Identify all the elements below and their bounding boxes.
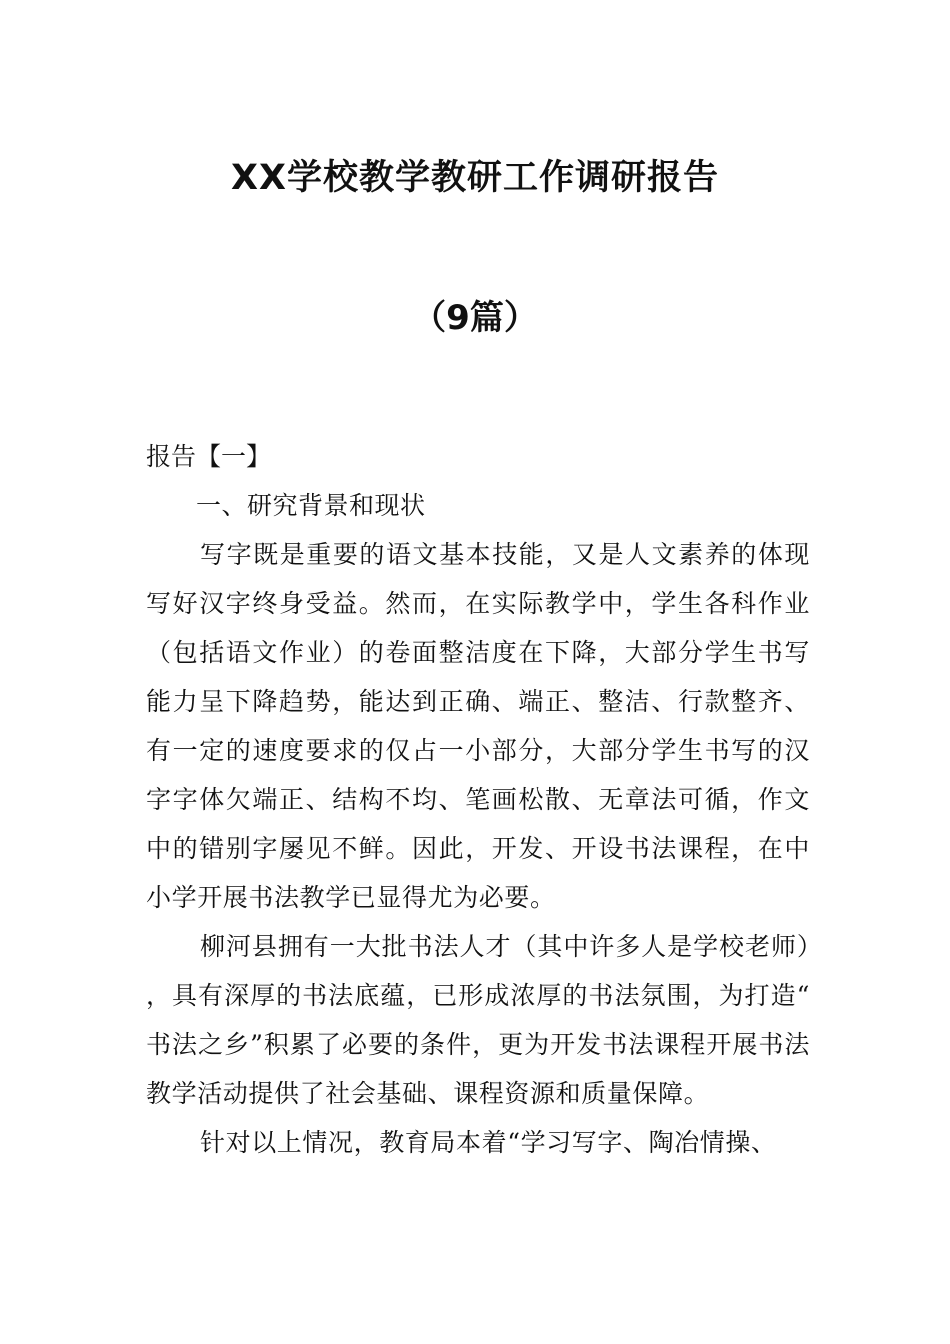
document-body [146, 432, 810, 1167]
paragraph: 柳河县拥有一大批书法人才（其中许多人是学校老师），具有深厚的书法底蕴，已形成浓厚的书法氛围，为打造“书法之乡”积累了必要的条件，更为开发书法课程开展书法教学活动提供了社会基础、课程资源和质量保障。 [146, 932, 810, 1108]
paragraph: 写字既是重要的语文基本技能，又是人文素养的体现写好汉字终身受益。然而，在实际教学中，学生各科作业（包括语文作业）的卷面整洁度在下降，大部分学生书写能力呈下降趋势，能达到正确、端正、整洁、行款整齐、有一定的速度要求的仅占一小部分，大部分学生书写的汉字字体欠端正、结构不均、笔画松散、无章法可循，作文中的错别字屡见不鲜。因此，开发、开设书法课程，在中小学开展书法教学已显得尤为必要。 [146, 540, 810, 912]
section-label: 报告【一】 [146, 442, 272, 471]
document-title: XX学校教学教研工作调研报告 [231, 158, 719, 198]
document-subtitle: （9篇） [412, 298, 538, 338]
section-heading: 一、研究背景和现状 [196, 491, 426, 520]
paragraph: 针对以上情况，教育局本着“学习写字、陶冶情操、 [200, 1128, 777, 1157]
